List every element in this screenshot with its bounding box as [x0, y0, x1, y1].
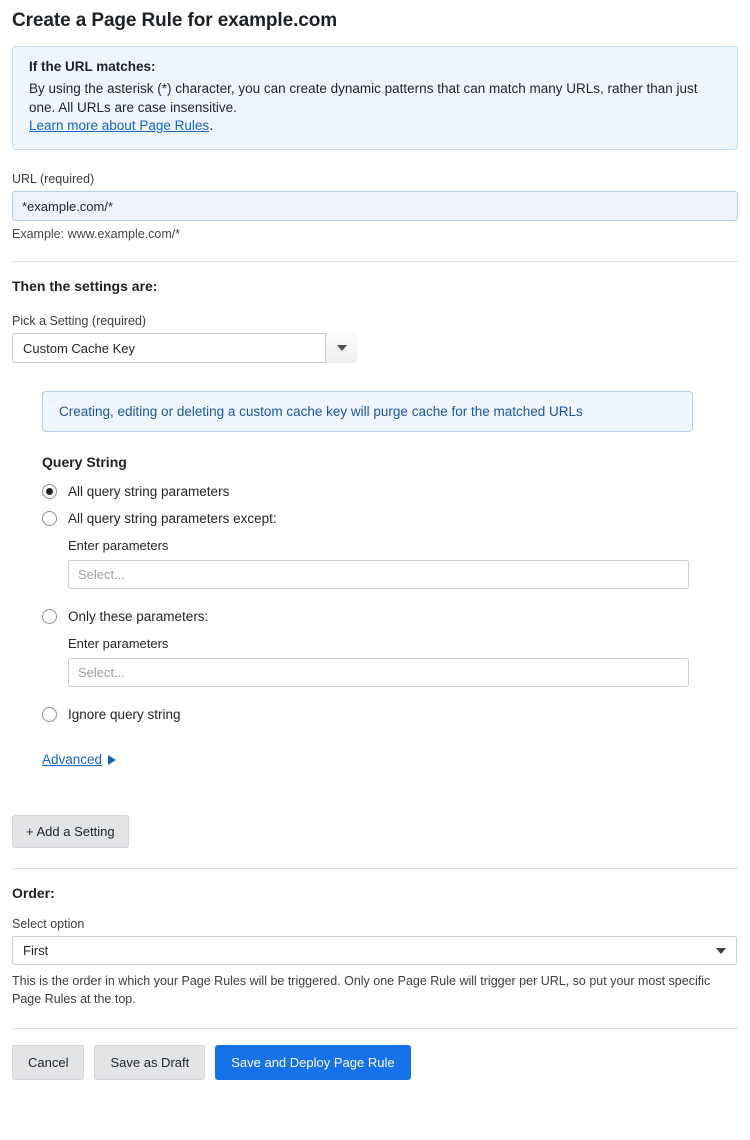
save-as-draft-button[interactable]: Save as Draft: [94, 1045, 205, 1080]
radio-icon[interactable]: [42, 511, 57, 526]
page-rule-form: [0, 10, 750, 1100]
setting-picker-select[interactable]: [12, 333, 357, 363]
footer-actions: [12, 1045, 738, 1100]
settings-section-title: Then the settings are:: [12, 278, 158, 294]
save-and-deploy-button[interactable]: Save and Deploy Page Rule: [215, 1045, 410, 1080]
only-parameters-input[interactable]: Select...: [68, 658, 689, 687]
radio-label: Only these parameters:: [68, 609, 209, 624]
url-match-info-box: [12, 46, 738, 150]
radio-all-query-string-parameters[interactable]: [42, 484, 738, 499]
purge-cache-note: Creating, editing or deleting a custom cache key will purge cache for the matched URLs: [42, 391, 693, 432]
order-select[interactable]: [12, 936, 737, 965]
setting-picker-wrap: [12, 333, 357, 363]
custom-cache-key-panel: [12, 391, 738, 769]
radio-only-these-parameters[interactable]: [42, 609, 738, 624]
order-select-value: First: [23, 943, 49, 958]
radio-label: All query string parameters: [68, 484, 230, 499]
divider-settings: [12, 261, 738, 262]
info-box-link-suffix: .: [209, 117, 214, 134]
radio-label: Ignore query string: [68, 707, 181, 722]
page-title: Create a Page Rule for example.com: [12, 10, 338, 31]
except-parameters-label: Enter parameters: [68, 538, 169, 553]
chevron-down-icon[interactable]: [716, 948, 726, 954]
info-box-text: By using the asterisk (*) character, you can create dynamic patterns that can match many URLs, rather than just one. All URLs are case insensitive.: [29, 81, 698, 115]
radio-all-except[interactable]: [42, 511, 738, 526]
only-parameters-label: Enter parameters: [68, 636, 169, 651]
url-field-hint: Example: www.example.com/*: [12, 227, 181, 241]
radio-icon[interactable]: [42, 707, 57, 722]
url-field-label: URL (required): [12, 172, 95, 186]
advanced-toggle[interactable]: [42, 752, 116, 767]
info-box-title: If the URL matches:: [29, 59, 156, 74]
order-title: Order:: [12, 885, 55, 901]
radio-icon[interactable]: [42, 609, 57, 624]
radio-label: All query string parameters except:: [68, 511, 277, 526]
only-parameters-block: [68, 636, 738, 687]
divider-order: [12, 868, 738, 869]
cancel-button[interactable]: Cancel: [12, 1045, 84, 1080]
radio-icon[interactable]: [42, 484, 57, 499]
setting-picker-value: Custom Cache Key: [23, 340, 135, 356]
except-parameters-block: [68, 538, 738, 589]
setting-picker-label: Pick a Setting (required): [12, 314, 147, 328]
query-string-title: Query String: [42, 454, 127, 470]
info-box-link-row: [29, 117, 721, 135]
chevron-down-icon[interactable]: [325, 333, 357, 363]
url-input[interactable]: [12, 191, 738, 221]
radio-ignore-query-string[interactable]: [42, 707, 738, 722]
divider-footer: [12, 1028, 738, 1029]
triangle-right-icon: [108, 755, 116, 765]
add-setting-button[interactable]: + Add a Setting: [12, 815, 129, 848]
order-select-label: Select option: [12, 917, 85, 931]
except-parameters-input[interactable]: Select...: [68, 560, 689, 589]
order-hint: This is the order in which your Page Rules will be triggered. Only one Page Rule will trigger per URL, so put your most specific Page Rules at the top.: [12, 974, 711, 1006]
advanced-label: Advanced: [42, 752, 103, 767]
learn-more-page-rules-link[interactable]: Learn more about Page Rules: [29, 118, 210, 133]
